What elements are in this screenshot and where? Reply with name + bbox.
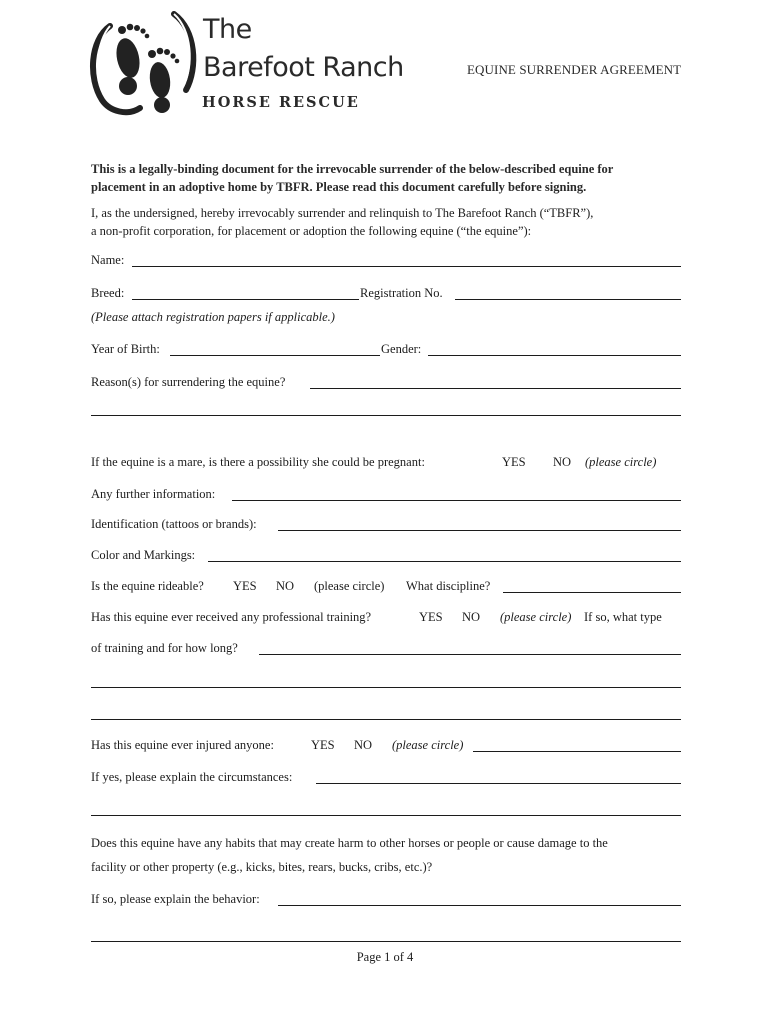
rideable-yes-option[interactable]: YES	[233, 579, 257, 593]
identification-row	[91, 517, 681, 535]
behavior-field[interactable]	[278, 892, 681, 906]
page-number: Page 1 of 4	[356, 950, 414, 964]
mare-no-option[interactable]: NO	[553, 455, 572, 469]
intro-line-1: I, as the undersigned, hereby irrevocably surrender and relinquish to The Barefoot Ranch (“TBFR”),	[91, 206, 594, 220]
training-tail: If so, what type	[584, 610, 662, 624]
breed-row	[91, 286, 681, 304]
training-label: Has this equine ever received any professional training?	[91, 610, 372, 624]
rideable-label: Is the equine rideable?	[91, 579, 204, 593]
habits-line-1: Does this equine have any habits that may create harm to other horses or people or cause damage to the	[91, 836, 608, 850]
discipline-field[interactable]	[503, 579, 681, 593]
training-row-2	[91, 641, 681, 659]
training-duration-field[interactable]	[259, 641, 681, 655]
injured-row	[91, 738, 681, 756]
registration-label: Registration No.	[360, 286, 443, 300]
year-gender-row	[91, 342, 681, 360]
reasons-field[interactable]	[310, 375, 681, 389]
training-row	[91, 610, 681, 628]
discipline-label: What discipline?	[406, 579, 491, 593]
registration-field[interactable]	[455, 286, 681, 300]
color-row	[91, 548, 681, 566]
mare-question: If the equine is a mare, is there a possibility she could be pregnant:	[91, 455, 425, 469]
year-of-birth-label: Year of Birth:	[91, 342, 160, 356]
injured-label: Has this equine ever injured anyone:	[91, 738, 274, 752]
mare-circle-note: (please circle)	[585, 455, 657, 469]
intro-line-2: a non-profit corporation, for placement or adoption the following equine (“the equine”):	[91, 224, 532, 238]
color-markings-field[interactable]	[208, 548, 681, 562]
name-field[interactable]	[132, 253, 681, 267]
training-duration-label: of training and for how long?	[91, 641, 238, 655]
rideable-row	[91, 579, 681, 597]
logo-subtitle: HORSE RESCUE	[202, 94, 360, 111]
further-info-field[interactable]	[232, 487, 681, 501]
reasons-label: Reason(s) for surrendering the equine?	[91, 375, 286, 389]
habits-row-2	[91, 860, 681, 878]
rideable-no-option[interactable]: NO	[276, 579, 295, 593]
registration-note: (Please attach registration papers if applicable.)	[91, 310, 335, 324]
barefoot-ranch-logo	[88, 8, 418, 120]
logo-title-barefoot-ranch: Barefoot Ranch	[203, 52, 404, 83]
behavior-label: If so, please explain the behavior:	[91, 892, 260, 906]
name-label: Name:	[91, 253, 125, 267]
year-of-birth-field[interactable]	[170, 342, 380, 356]
mare-row	[91, 455, 681, 473]
gender-field[interactable]	[428, 342, 681, 356]
circumstances-field-line-2[interactable]	[91, 802, 681, 816]
training-field-line-2[interactable]	[91, 674, 681, 688]
mare-yes-option[interactable]: YES	[502, 455, 526, 469]
reasons-field-line-2[interactable]	[91, 402, 681, 416]
training-no-option[interactable]: NO	[462, 610, 481, 624]
circumstances-field[interactable]	[316, 770, 681, 784]
circumstances-row	[91, 770, 681, 788]
intro-bold-line-2: placement in an adoptive home by TBFR. Please read this document carefully before signing.	[91, 180, 587, 194]
training-circle-note: (please circle)	[500, 610, 572, 624]
name-row	[91, 253, 681, 271]
training-yes-option[interactable]: YES	[419, 610, 443, 624]
intro-bold-paragraph	[91, 161, 681, 197]
circumstances-label: If yes, please explain the circumstances:	[91, 770, 293, 784]
reasons-row	[91, 375, 681, 393]
injured-no-option[interactable]: NO	[354, 738, 373, 752]
injured-yes-option[interactable]: YES	[311, 738, 335, 752]
intro-bold-line-1: This is a legally-binding document for the irrevocable surrender of the below-described equine for	[91, 162, 614, 176]
training-field-line-3[interactable]	[91, 706, 681, 720]
habits-line-2: facility or other property (e.g., kicks, bites, rears, bucks, cribs, etc.)?	[91, 860, 433, 874]
rideable-circle-note: (please circle)	[314, 579, 385, 593]
identification-field[interactable]	[278, 517, 681, 531]
horseshoe-footprint-icon	[88, 8, 200, 120]
color-markings-label: Color and Markings:	[91, 548, 196, 562]
logo-title-the: The	[203, 14, 252, 45]
injured-circle-note: (please circle)	[392, 738, 464, 752]
identification-label: Identification (tattoos or brands):	[91, 517, 257, 531]
gender-label: Gender:	[381, 342, 422, 356]
registration-note-row	[91, 310, 681, 328]
further-info-row	[91, 487, 681, 505]
behavior-row	[91, 892, 681, 910]
behavior-field-line-2[interactable]	[91, 928, 681, 942]
breed-field[interactable]	[132, 286, 359, 300]
further-info-label: Any further information:	[91, 487, 216, 501]
breed-label: Breed:	[91, 286, 125, 300]
intro-paragraph	[91, 205, 681, 241]
document-title: EQUINE SURRENDER AGREEMENT	[467, 62, 682, 77]
injured-field[interactable]	[473, 738, 681, 752]
